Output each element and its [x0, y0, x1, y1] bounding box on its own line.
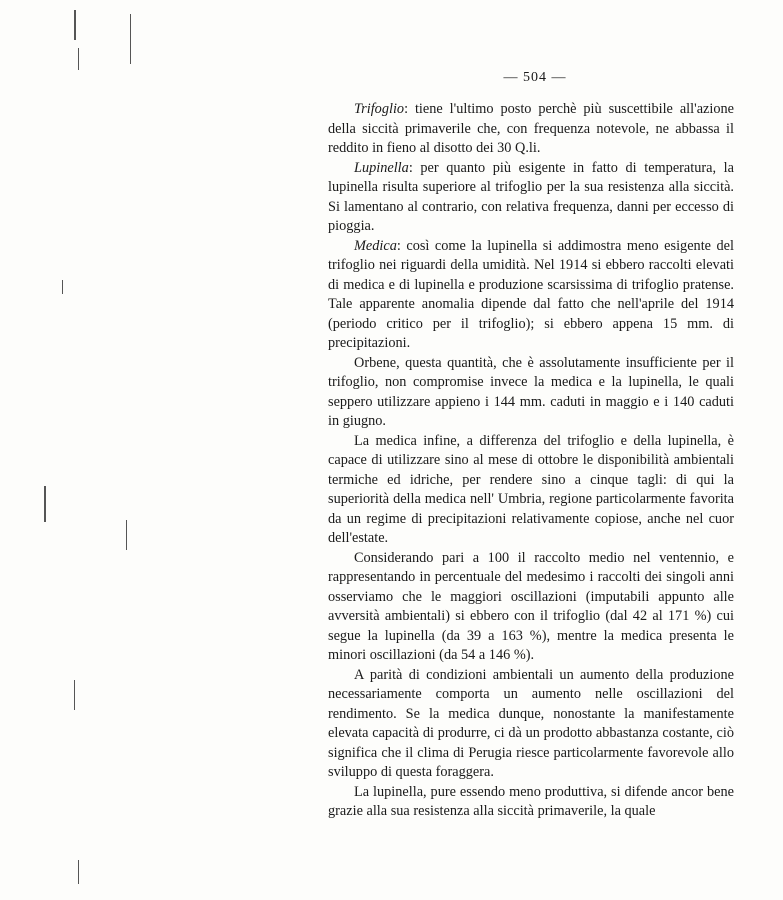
paragraph: [328, 549, 734, 666]
scan-mark: [74, 10, 76, 40]
paragraph-text: La medica infine, a differenza del trifoglio e della lupinella, è capace di utilizzare sino al mese di ottobre le disponibilità ambientali termiche ed idriche, per rendere sino a cinque tagli: di qui la superiorità della medica nell' Umbria, regione particolarmente favorita da un regime di precipitazioni relativamente copiose, anche nel cuor dell'estate.: [328, 432, 734, 546]
scan-mark: [130, 14, 131, 64]
scan-mark: [126, 520, 127, 550]
paragraph: [328, 237, 734, 354]
scan-mark: [62, 280, 63, 294]
body-text: [328, 100, 734, 822]
scan-mark: [78, 48, 79, 70]
paragraph-text: Orbene, questa quantità, che è assolutamente insufficiente per il trifoglio, non compromise invece la medica e la lupinella, le quali seppero utilizzare appieno i 144 mm. caduti in maggio e i 140 caduti in giugno.: [328, 354, 734, 429]
paragraph-text: : per quanto più esigente in fatto di temperatura, la lupinella risulta superiore al trifoglio per la sua resistenza alla siccità. Si lamentano al contrario, con relativa frequenza, danni per eccesso di pioggia.: [328, 159, 734, 234]
paragraph-text: A parità di condizioni ambientali un aumento della produzione necessariamente comporta un aumento nelle oscillazioni del rendimento. Se la medica dunque, nonostante la manifestamente elevata capacità di produrre, ci dà un prodotto abbastanza costante, ciò significa che il clima di Perugia riesce particolarmente favorevole allo sviluppo di questa foraggera.: [328, 666, 734, 780]
paragraph: [328, 783, 734, 822]
page-number: — 504 —: [503, 70, 567, 85]
paragraph: [328, 432, 734, 549]
paragraph: [328, 100, 734, 159]
paragraph: [328, 666, 734, 783]
paragraph-text: Considerando pari a 100 il raccolto medio nel ventennio, e rappresentando in percentuale del medesimo i raccolti dei singoli anni osserviamo che le maggiori oscillazioni (imputabili appunto alle avversità ambientali) si ebbero con il trifoglio (dal 42 al 171 %) cui segue la lupinella (da 39 a 163 %), mentre la medica presenta le minori oscillazioni (da 54 a 146 %).: [328, 549, 734, 663]
paragraph-lead: Medica: [354, 237, 397, 254]
paragraph-text: La lupinella, pure essendo meno produttiva, si difende ancor bene grazie alla sua resistenza alla siccità primaverile, la quale: [328, 783, 734, 819]
paragraph: [328, 159, 734, 237]
scan-mark: [78, 860, 79, 884]
paragraph-text: : tiene l'ultimo posto perchè più suscettibile all'azione della siccità primaverile che, con frequenza notevole, ne abbassa il reddito in fieno al disotto dei 30 Q.li.: [328, 101, 734, 156]
paragraph-lead: Lupinella: [354, 159, 409, 176]
paragraph: [328, 354, 734, 432]
paragraph-text: : così come la lupinella si addimostra meno esigente del trifoglio nei riguardi della umidità. Nel 1914 si ebbero raccolti elevati di medica e di lupinella e produzione scarsissima di trifoglio pratense. Tale apparente anomalia dipende dal fatto che nell'aprile del 1914 (periodo critico per il trifoglio); si ebbero appena 15 mm. di precipitazioni.: [328, 237, 734, 351]
paragraph-lead: Trifoglio: [354, 101, 405, 117]
scan-mark: [74, 680, 75, 710]
scan-mark: [44, 486, 46, 522]
